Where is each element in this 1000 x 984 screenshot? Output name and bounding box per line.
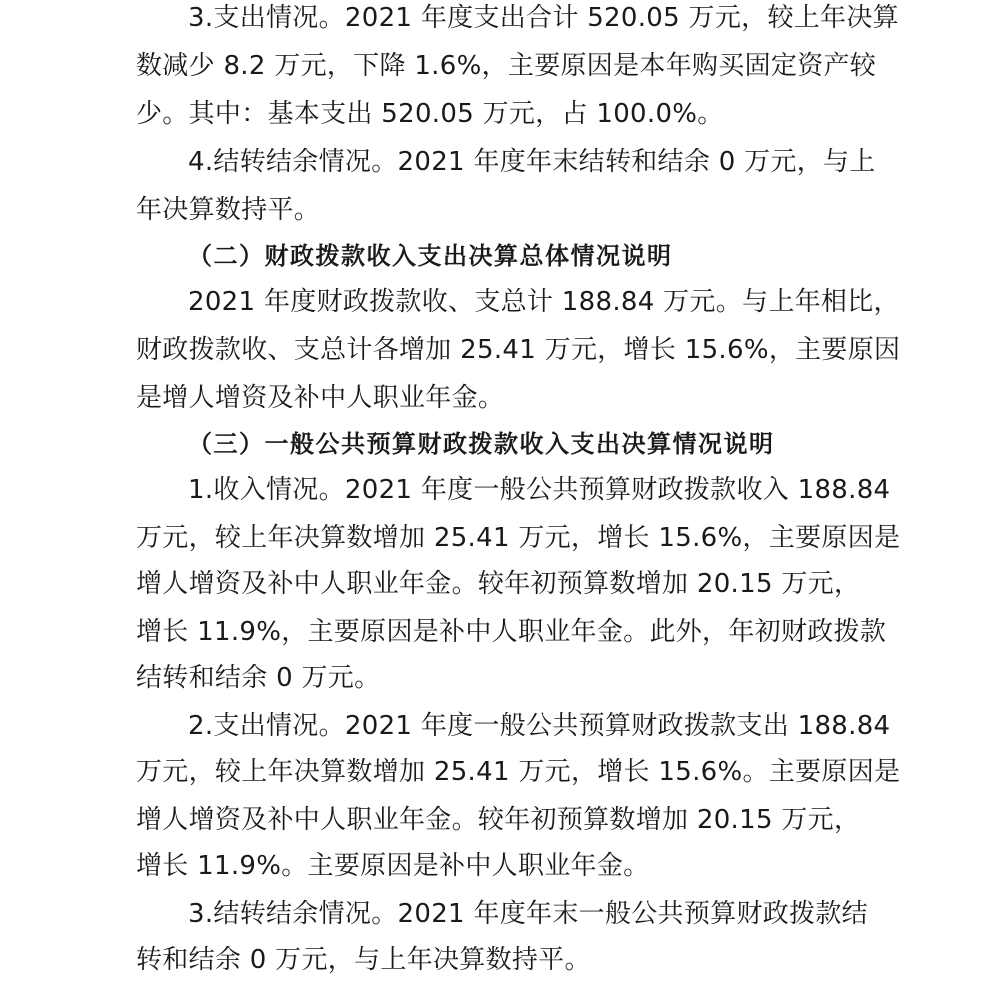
text-line: 增长 11.9%，主要原因是补中人职业年金。此外，年初财政拨款 — [136, 617, 887, 647]
text-line: 数减少 8.2 万元，下降 1.6%，主要原因是本年购买固定资产较 — [136, 51, 877, 81]
text-line: 增长 11.9%。主要原因是补中人职业年金。 — [136, 851, 650, 881]
text-line: 是增人增资及补中人职业年金。 — [136, 383, 505, 413]
text-line: 增人增资及补中人职业年金。较年初预算数增加 20.15 万元， — [136, 805, 861, 835]
text-line: 2021 年度财政拨款收、支总计 188.84 万元。与上年相比， — [188, 287, 900, 317]
text-line: 增人增资及补中人职业年金。较年初预算数增加 20.15 万元， — [136, 569, 861, 599]
text-line: 结转和结余 0 万元。 — [136, 663, 381, 693]
text-line: 4.结转结余情况。2021 年度年末结转和结余 0 万元，与上 — [188, 147, 876, 177]
text-line: 1.收入情况。2021 年度一般公共预算财政拨款收入 188.84 — [188, 475, 891, 505]
text-line: 万元，较上年决算数增加 25.41 万元，增长 15.6%，主要原因是 — [136, 523, 901, 553]
section-heading: （二）财政拨款收入支出决算总体情况说明 — [188, 241, 673, 270]
section-heading: （三）一般公共预算财政拨款收入支出决算情况说明 — [188, 429, 775, 458]
text-line: 3.结转结余情况。2021 年度年末一般公共预算财政拨款结 — [188, 899, 868, 929]
text-line: 万元，较上年决算数增加 25.41 万元，增长 15.6%。主要原因是 — [136, 757, 901, 787]
text-line: 2.支出情况。2021 年度一般公共预算财政拨款支出 188.84 — [188, 711, 891, 741]
text-line: 财政拨款收、支总计各增加 25.41 万元，增长 15.6%，主要原因 — [136, 335, 901, 365]
text-line: 少。其中：基本支出 520.05 万元，占 100.0%。 — [136, 99, 724, 129]
text-line: 转和结余 0 万元，与上年决算数持平。 — [136, 945, 591, 975]
text-line: 年决算数持平。 — [136, 195, 321, 225]
text-line: 3.支出情况。2021 年度支出合计 520.05 万元，较上年决算 — [188, 3, 899, 33]
